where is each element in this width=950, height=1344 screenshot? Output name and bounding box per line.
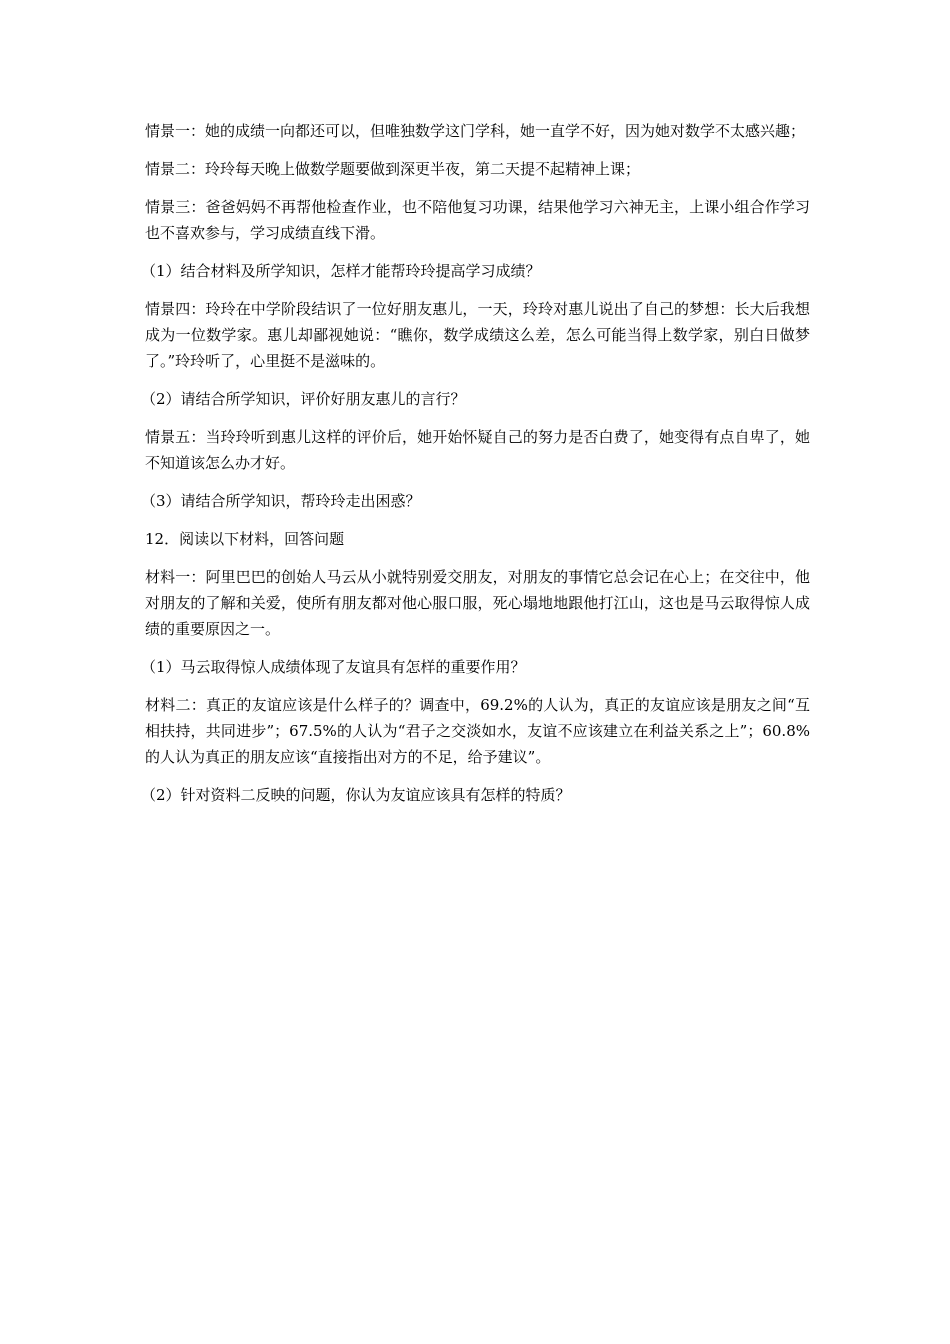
- scenario-2-paragraph: 情景二：玲玲每天晚上做数学题要做到深更半夜，第二天提不起精神上课；: [145, 160, 641, 178]
- scenario-5-paragraph: 情景五：当玲玲听到惠儿这样的评价后，她开始怀疑自己的努力是否白费了，她变得有点自卑了，她不知道该怎么办才好。: [145, 428, 810, 472]
- scenario-3-paragraph: 情景三：爸爸妈妈不再帮他检查作业，也不陪他复习功课，结果他学习六神无主，上课小组合作学习也不喜欢参与，学习成绩直线下滑。: [145, 198, 810, 242]
- question-3: （3）请结合所学知识，帮玲玲走出困惑？: [141, 492, 421, 510]
- scenario-4-paragraph: 情景四：玲玲在中学阶段结识了一位好朋友惠儿，一天，玲玲对惠儿说出了自己的梦想：长大后我想成为一位数学家。惠儿却鄙视她说：“瞧你，数学成绩这么差，怎么可能当得上数学家，别白日做梦了。”玲玲听了，心里挺不是滋味的。: [145, 300, 810, 370]
- problem-12-question-2: （2）针对资料二反映的问题，你认为友谊应该具有怎样的特质？: [141, 786, 571, 804]
- problem-12-heading: 12．阅读以下材料，回答问题: [145, 530, 345, 548]
- question-2: （2）请结合所学知识，评价好朋友惠儿的言行？: [141, 390, 466, 408]
- scenario-1-paragraph: 情景一：她的成绩一向都还可以，但唯独数学这门学科，她一直学不好，因为她对数学不太感兴趣；: [145, 122, 806, 140]
- material-2-paragraph: 材料二：真正的友谊应该是什么样子的？调查中，69.2%的人认为，真正的友谊应该是朋友之间“互相扶持，共同进步”；67.5%的人认为“君子之交淡如水，友谊不应该建立在利益关系之上”；60.8%的人认为真正的朋友应该“直接指出对方的不足，给予建议”。: [145, 696, 810, 766]
- question-1: （1）结合材料及所学知识，怎样才能帮玲玲提高学习成绩？: [141, 262, 541, 280]
- document-body: [141, 118, 810, 820]
- problem-12-question-1: （1）马云取得惊人成绩体现了友谊具有怎样的重要作用？: [141, 658, 526, 676]
- material-1-paragraph: 材料一：阿里巴巴的创始人马云从小就特别爱交朋友，对朋友的事情它总会记在心上；在交往中，他对朋友的了解和关爱，使所有朋友都对他心服口服，死心塌地地跟他打江山，这也是马云取得惊人成绩的重要原因之一。: [145, 568, 810, 638]
